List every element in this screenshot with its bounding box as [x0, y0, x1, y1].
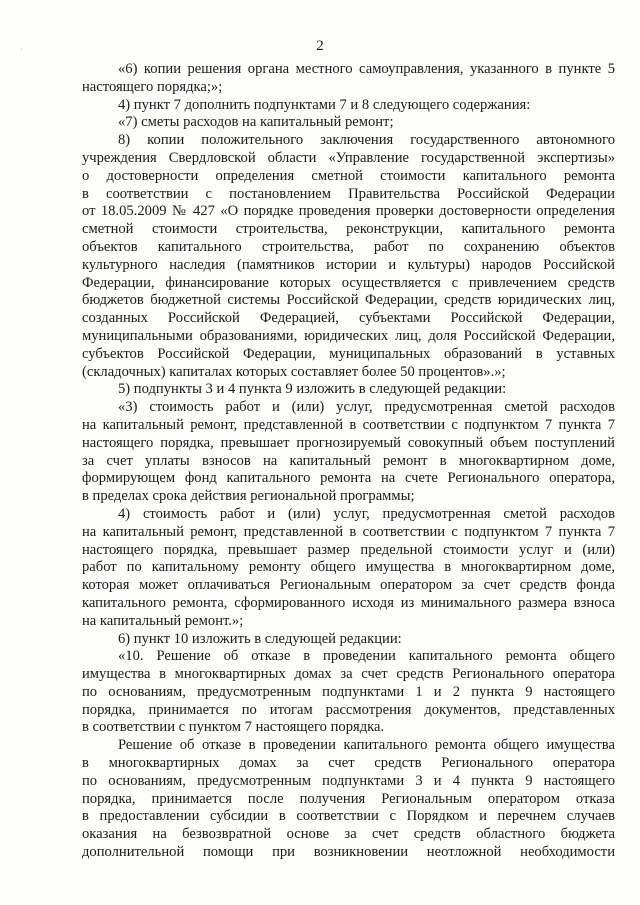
- text-line: «3) стоимость работ и (или) услуг, предусмотренная сметой расходов: [118, 399, 615, 416]
- text-line: «7) сметы расходов на капитальный ремонт;: [118, 114, 394, 131]
- text-line: 5) подпункты 3 и 4 пункта 9 изложить в следующей редакции:: [118, 381, 507, 398]
- text-line: в соответствии с пунктом 7 настоящего порядка.: [82, 719, 385, 736]
- text-line: дополнительной помощи при возникновении неотложной необходимости: [82, 844, 615, 861]
- text-line: работ по капитальному ремонту общего имущества в многоквартирном доме,: [82, 559, 615, 576]
- text-line: формирующем фонд капитального ремонта на счете Регионального оператора,: [82, 470, 615, 487]
- text-line: объектов капитального строительства, работ по сохранению объектов: [82, 238, 615, 255]
- text-line: порядка, принимается после получения Региональным оператором отказа: [82, 790, 615, 807]
- text-line: настоящего порядка, превышает прогнозируемый совокупный объем поступлений: [82, 434, 615, 451]
- text-line: бюджетов бюджетной системы Российской Федерации, средств юридических лиц,: [82, 292, 615, 309]
- page-number: 2: [316, 38, 324, 54]
- text-line: на капитальный ремонт, представленной в соответствии с подпунктом 7 пункта 7: [82, 416, 615, 433]
- text-line: на капитальный ремонт.»;: [82, 612, 244, 629]
- text-line: по основаниям, предусмотренным подпунктами 3 и 4 пункта 9 настоящего: [82, 772, 615, 789]
- text-line: порядка, принимается по итогам рассмотрения документов, представленных: [82, 701, 615, 718]
- text-line: которая может оплачиваться Региональным оператором за счет средств фонда: [82, 577, 615, 594]
- scan-speck: ·: [20, 44, 23, 54]
- text-line: 4) стоимость работ и (или) услуг, предусмотренная сметой расходов: [118, 505, 615, 522]
- text-line: за счет уплаты взносов на капитальный ремонт в многоквартирном доме,: [82, 452, 615, 469]
- text-line: настоящего порядка;»;: [82, 78, 223, 95]
- text-line: созданных Российской Федерацией, субъектами Российской Федерации,: [82, 310, 615, 327]
- text-line: субъектов Российской Федерации, муниципальных образований в уставных: [82, 345, 615, 362]
- text-line: в многоквартирных домах за счет средств Регионального оператора: [82, 755, 615, 772]
- text-line: 8) копии положительного заключения государственного автономного: [118, 132, 615, 149]
- text-line: на капитальный ремонт, представленной в соответствии с подпунктом 7 пункта 7: [82, 523, 615, 540]
- text-line: оказания на безвозвратной основе за счет средств областного бюджета: [82, 826, 615, 843]
- text-line: учреждения Свердловской области «Управление государственной экспертизы»: [82, 149, 615, 166]
- text-line: Решение об отказе в проведении капитального ремонта общего имущества: [118, 737, 615, 754]
- text-line: о достоверности определения сметной стоимости капитального ремонта: [82, 167, 615, 184]
- text-line: муниципальными образованиями, юридических лиц, доля Российской Федерации,: [82, 327, 615, 344]
- text-line: капитального ремонта, сформированного исходя из минимального размера взноса: [82, 594, 615, 611]
- text-line: имущества в многоквартирных домах за счет средств Регионального оператора: [82, 666, 615, 683]
- text-line: в предоставлении субсидии в соответствии с Порядком и перечнем случаев: [82, 808, 615, 825]
- text-line: культурного наследия (памятников истории и культуры) народов Российской: [82, 256, 615, 273]
- text-line: Федерации, финансирование которых осуществляется с привлечением средств: [82, 274, 615, 291]
- text-line: в пределах срока действия региональной программы;: [82, 488, 415, 505]
- text-line: по основаниям, предусмотренным подпунктами 1 и 2 пункта 9 настоящего: [82, 683, 615, 700]
- text-line: 6) пункт 10 изложить в следующей редакции:: [118, 630, 402, 647]
- text-line: 4) пункт 7 дополнить подпунктами 7 и 8 следующего содержания:: [118, 96, 531, 113]
- text-line: сметной стоимости строительства, реконструкции, капитального ремонта: [82, 221, 615, 238]
- text-line: от 18.05.2009 № 427 «О порядке проведения проверки достоверности определения: [82, 203, 615, 220]
- text-line: настоящего порядка, превышает размер предельной стоимости услуг и (или): [82, 541, 615, 558]
- text-line: в соответствии с постановлением Правительства Российской Федерации: [82, 185, 615, 202]
- text-line: «6) копии решения органа местного самоуправления, указанного в пункте 5: [118, 61, 615, 77]
- text-line: (складочных) капиталах которых составляет более 50 процентов».»;: [82, 363, 506, 380]
- text-line: «10. Решение об отказе в проведении капитального ремонта общего: [118, 648, 615, 665]
- document-body: [82, 61, 615, 862]
